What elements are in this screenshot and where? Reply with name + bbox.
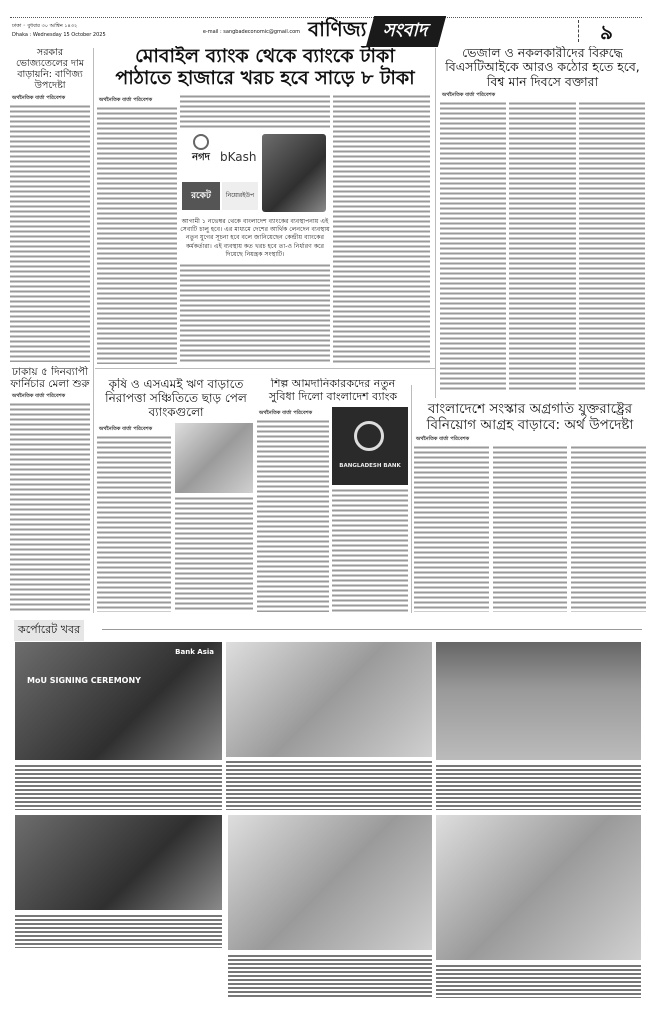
section-header-corporate bbox=[12, 620, 642, 640]
photo-caption bbox=[228, 954, 432, 998]
story-column bbox=[97, 94, 177, 364]
bangladesh-bank-photo bbox=[332, 407, 408, 485]
story-body bbox=[440, 101, 645, 392]
column-rule bbox=[411, 385, 412, 613]
corporate-photo-webinar bbox=[226, 642, 432, 757]
page-divider bbox=[578, 20, 579, 42]
article-text bbox=[257, 419, 329, 612]
story-body bbox=[257, 407, 409, 612]
email: e-mail : sangbadeconomic@gmail.com bbox=[202, 29, 300, 35]
article-text bbox=[97, 106, 177, 364]
headline-industrial-importers: শিল্প আমদানিকারকদের নতুন সুবিধা দিলো বাংলাদেশ ব্যাংক bbox=[268, 378, 398, 403]
upay-logo: নিয়োরইউপ bbox=[222, 182, 258, 210]
article-text bbox=[579, 101, 645, 392]
story-furniture-fair bbox=[10, 366, 90, 613]
article-text bbox=[440, 101, 506, 392]
byline: অর্থনৈতিক বার্তা পরিবেশক bbox=[416, 436, 470, 443]
article-text bbox=[414, 445, 489, 612]
headline-line: মোবাইল ব্যাংক থেকে ব্যাংকে টাকা bbox=[135, 46, 395, 67]
article-text bbox=[180, 263, 330, 364]
byline: অর্থনৈতিক বার্তা পরিবেশক bbox=[12, 393, 66, 400]
headline-us-investment: বাংলাদেশে সংস্কার অগ্রগতি যুক্তরাষ্ট্রের বিনিয়োগ আগ্রহ বাড়াবে: অর্থ উপদেষ্টা bbox=[426, 402, 634, 433]
byline: অর্থনৈতিক বার্তা পরিবেশক bbox=[442, 92, 496, 99]
section-title: কর্পোরেট খবর bbox=[14, 620, 84, 641]
corporate-photo-group bbox=[436, 642, 641, 760]
photo-caption bbox=[436, 764, 641, 810]
headline-furniture-fair: ঢাকায় ৫ দিনব্যাপী ফার্নিচার মেলা শুরু bbox=[10, 366, 90, 391]
logo-part2: সংবাদ bbox=[366, 16, 447, 47]
story-column bbox=[97, 423, 171, 612]
headline-agri-sme: কৃষি ও এসএমই ঋণ বাড়াতে নিরাপত্তা সঞ্চিতিতে ছাড় পেল ব্যাংকগুলো bbox=[105, 378, 247, 419]
headline-line: পাঠাতে হাজারে খরচ হবে সাড়ে ৮ টাকা bbox=[115, 66, 415, 89]
story-body bbox=[414, 445, 646, 612]
article-text bbox=[97, 435, 171, 612]
date-english: Dhaka : Wednesday 15 October 2025 bbox=[12, 32, 106, 38]
corporate-photo bbox=[228, 815, 432, 950]
story-column bbox=[332, 407, 408, 612]
article-text bbox=[175, 496, 253, 612]
photo-banner-text: MoU SIGNING CEREMONY bbox=[27, 676, 141, 685]
story-industrial-importers bbox=[257, 378, 409, 612]
newspaper-logo bbox=[308, 17, 443, 45]
byline: অর্থনৈতিক বার্তা পরিবেশক bbox=[99, 426, 153, 433]
article-text bbox=[332, 488, 408, 612]
story-column bbox=[180, 94, 330, 364]
photo-caption bbox=[436, 964, 641, 998]
nagad-logo: নগদ bbox=[182, 134, 220, 174]
article-text bbox=[509, 101, 575, 392]
story-agri-sme bbox=[97, 378, 255, 612]
divider bbox=[95, 368, 435, 369]
story-body bbox=[97, 423, 255, 612]
story-bsti bbox=[440, 46, 645, 392]
story-column bbox=[333, 94, 430, 364]
article-text bbox=[180, 94, 330, 128]
story-column bbox=[257, 407, 329, 612]
bkash-logo: bKash bbox=[220, 149, 257, 164]
article-text bbox=[10, 104, 90, 362]
date-bangla: ঢাকা ◦ বুধবার ৩০ আশ্বিন ১৪৩২ bbox=[12, 23, 78, 29]
corporate-photo bbox=[436, 815, 641, 960]
mfs-logos-image bbox=[180, 132, 326, 214]
story-edible-oil bbox=[10, 48, 90, 362]
corporate-photo-mou bbox=[15, 642, 222, 760]
story-mobile-bank bbox=[97, 46, 433, 364]
article-text bbox=[493, 445, 568, 612]
image-caption-text: BANGLADESH BANK bbox=[339, 463, 401, 470]
byline: অর্থনৈতিক বার্তা পরিবেশক bbox=[12, 94, 66, 101]
column-rule bbox=[435, 48, 436, 398]
photo-brand-text: Bank Asia bbox=[175, 648, 214, 656]
sacks-photo bbox=[175, 423, 253, 493]
story-column bbox=[175, 423, 253, 612]
byline: অর্থনৈতিক বার্তা পরিবেশক bbox=[259, 410, 313, 417]
logo-part1: বাণিজ্য bbox=[308, 16, 367, 41]
page-number: ৯ bbox=[600, 20, 613, 44]
phone-photo bbox=[262, 134, 326, 212]
photo-caption bbox=[15, 914, 222, 948]
corporate-photo bbox=[15, 815, 222, 910]
headline-mobile-bank bbox=[97, 46, 433, 90]
article-text bbox=[10, 402, 90, 613]
rocket-logo: রকেট bbox=[182, 182, 220, 210]
story-body bbox=[97, 94, 433, 364]
article-text bbox=[571, 445, 646, 612]
byline: অর্থনৈতিক বার্তা পরিবেশক bbox=[99, 96, 153, 103]
photo-caption bbox=[226, 760, 432, 810]
headline-edible-oil: সরকার ভোজ্যতেলের দাম বাড়ায়নি: বাণিজ্য উপদেষ্টা bbox=[15, 48, 85, 91]
story-us-investment bbox=[414, 402, 646, 612]
masthead bbox=[0, 0, 650, 46]
column-rule bbox=[93, 48, 94, 613]
photo-caption bbox=[15, 764, 222, 810]
headline-bsti: ভেজাল ও নকলকারীদের বিরুদ্ধে বিএসটিআইকে আরও কঠোর হতে হবে, বিশ্ব মান দিবসে বক্তারা bbox=[445, 46, 640, 89]
article-text bbox=[333, 94, 430, 364]
summary-box: আগামী ১ নভেম্বর থেকে বাংলাদেশ ব্যাংকের ব্যবস্থাপনায় এই সেবাটি চালু হবে। এর মাধ্যমে দেশের আর্থিক লেনদেন ব্যবস্থায় নতুন যুগের সূচনা হবে বলে জানিয়েছেন কেন্দ্রীয় ব্যাংকের কর্মকর্তারা। এই ব্যবস্থায় কত খরচ হবে তা-ও নির্ধারণ করে দিয়েছে নিয়ন্ত্রক সংস্থাটি। bbox=[180, 217, 330, 259]
